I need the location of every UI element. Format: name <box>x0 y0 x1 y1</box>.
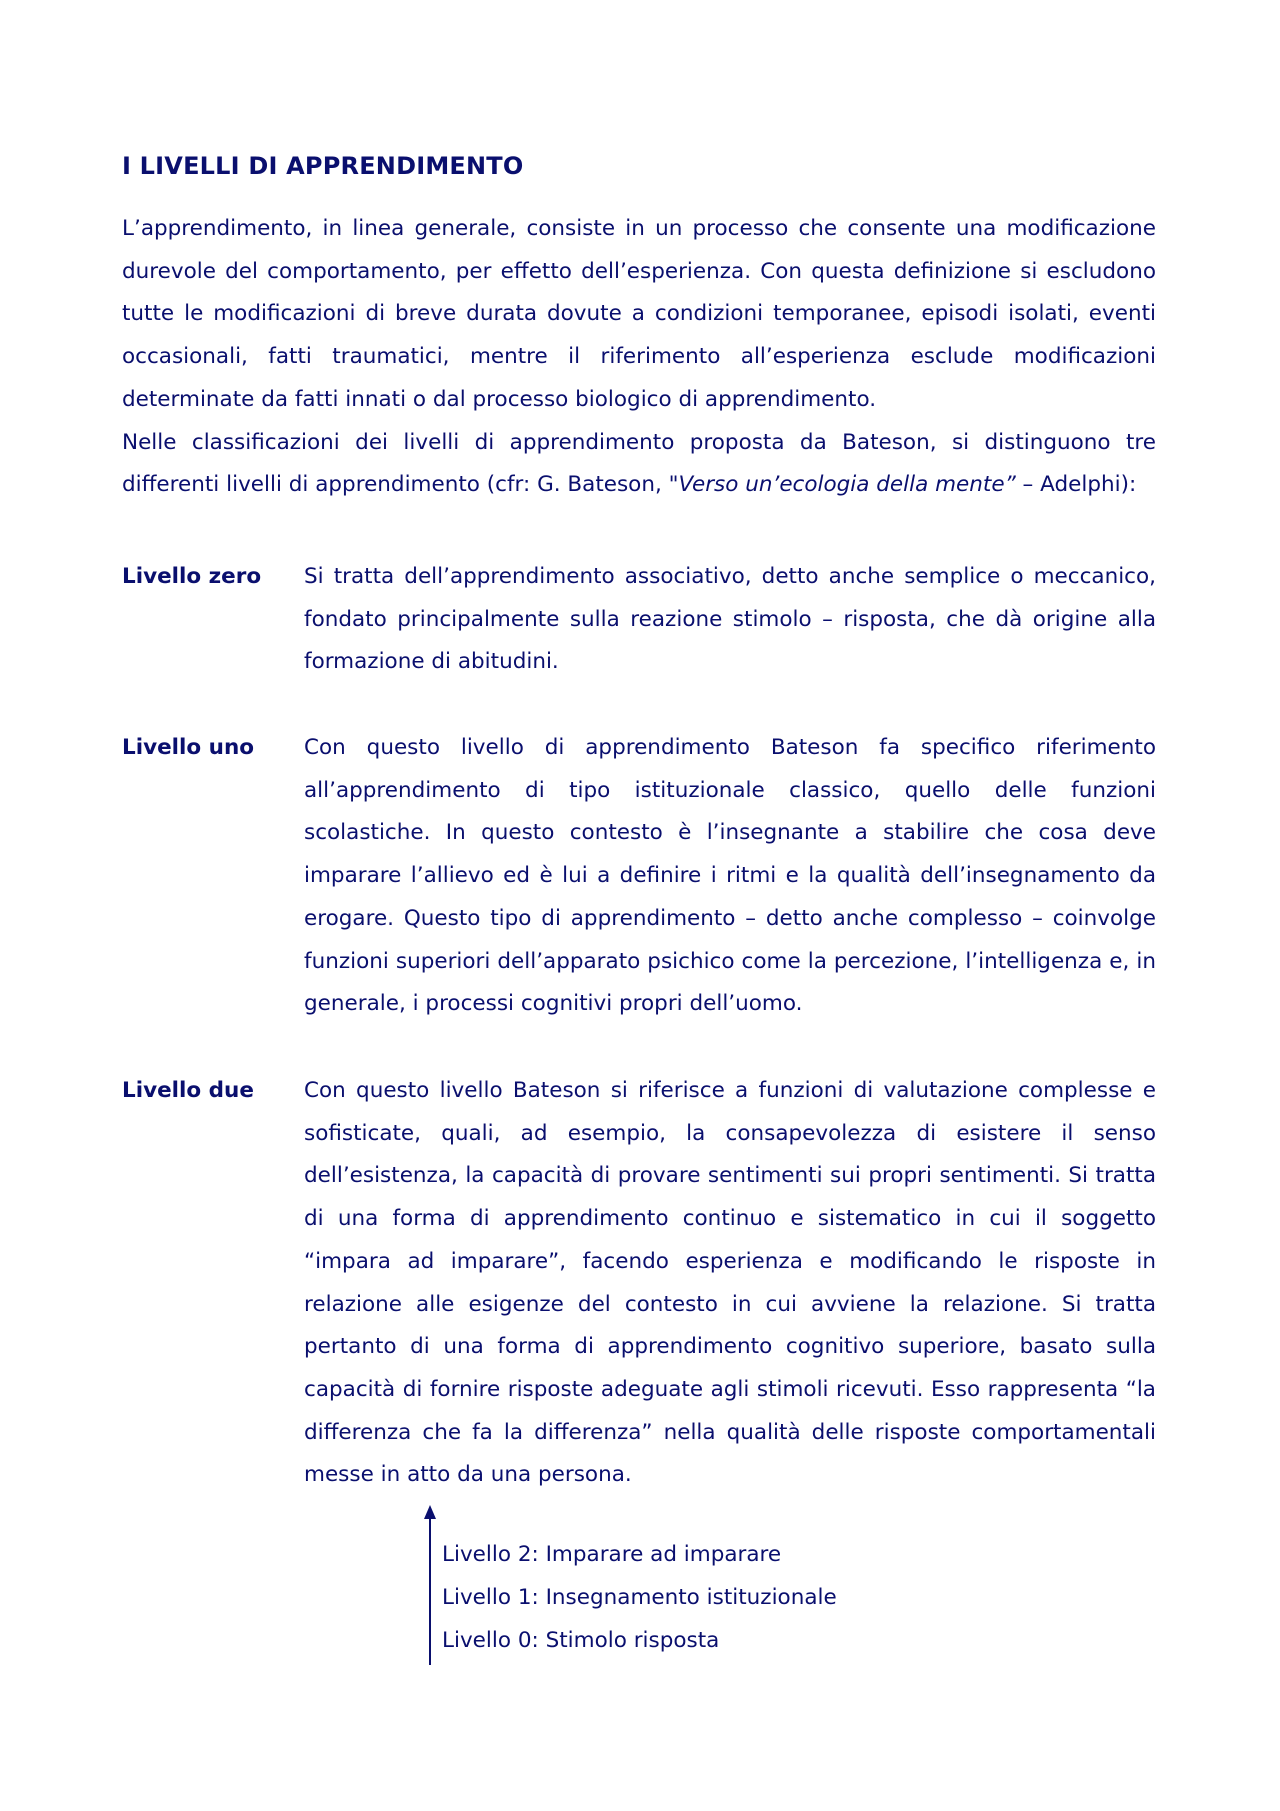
level-two-text: Con questo livello Bateson si riferisce a funzioni di valutazione complesse e sofisticate, quali, ad esempio, la consapevolezza di esistere il senso dell’esistenza, la capacità di provare sentimenti sui propri sentimenti. Si tratta di una forma di apprendimento continuo e sistematico in cui il soggetto “impara ad imparare”, facendo esperienza e modificando le risposte in relazione alle esigenze del contesto in cui avviene la relazione. Si tratta pertanto di una forma di apprendimento cognitivo superiore, basato sulla capacità di fornire risposte adeguate agli stimoli ricevuti. Esso rappresenta “la differenza che fa la differenza” nella qualità delle risposte comportamentali messe in atto da una persona. <box>304 1078 1156 1488</box>
level-zero-label: Livello zero <box>122 564 262 589</box>
intro-section <box>122 208 1156 507</box>
level-one-section <box>122 727 1156 1027</box>
intro-paragraph-1: L’apprendimento, in linea generale, consiste in un processo che consente una modificazione durevole del comportamento, per effetto dell’esperienza. Con questa definizione si escludono tutte le modificazioni di breve durata dovute a condizioni temporanee, episodi isolati, eventi occasionali, fatti traumatici, mentre il riferimento all’esperienza esclude modificazioni determinate da fatti innati o dal processo biologico di apprendimento. <box>122 216 1156 412</box>
level-one-text: Con questo livello di apprendimento Bateson fa specifico riferimento all’apprendimento di tipo istituzionale classico, quello delle funzioni scolastiche. In questo contesto è l’insegnante a stabilire che cosa deve imparare l’allievo ed è lui a definire i ritmi e la qualità dell’insegnamento da erogare. Questo tipo di apprendimento – detto anche complesso – coinvolge funzioni superiori dell’apparato psichico come la percezione, l’intelligenza e, in generale, i processi cognitivi propri dell’uomo. <box>304 735 1156 1017</box>
level-one-label: Livello uno <box>122 735 255 760</box>
diagram-level-0: Livello 0: Stimolo risposta <box>442 1628 720 1653</box>
levels-diagram <box>420 1505 900 1665</box>
diagram-level-1: Livello 1: Insegnamento istituzionale <box>442 1585 837 1610</box>
level-zero-section <box>122 556 1156 686</box>
book-title: Verso un’ecologia della mente” <box>678 472 1016 498</box>
level-zero-text: Si tratta dell’apprendimento associativo, detto anche semplice o meccanico, fondato principalmente sulla reazione stimolo – risposta, che dà origine alla formazione di abitudini. <box>304 564 1156 675</box>
up-arrow-icon <box>420 1505 440 1665</box>
level-two-label: Livello due <box>122 1078 254 1103</box>
intro-paragraph-2-text: Nelle classificazioni dei livelli di apprendimento proposta da Bateson, si distinguono tre differenti livelli di apprendimento (cfr: G. Bateson, " <box>122 429 1156 498</box>
intro-paragraph-2-publisher: – Adelphi): <box>1015 472 1137 498</box>
level-two-section <box>122 1070 1156 1488</box>
intro-paragraph-2 <box>122 422 1156 507</box>
page-title: I LIVELLI DI APPRENDIMENTO <box>122 152 524 180</box>
diagram-level-2: Livello 2: Imparare ad imparare <box>442 1542 782 1567</box>
